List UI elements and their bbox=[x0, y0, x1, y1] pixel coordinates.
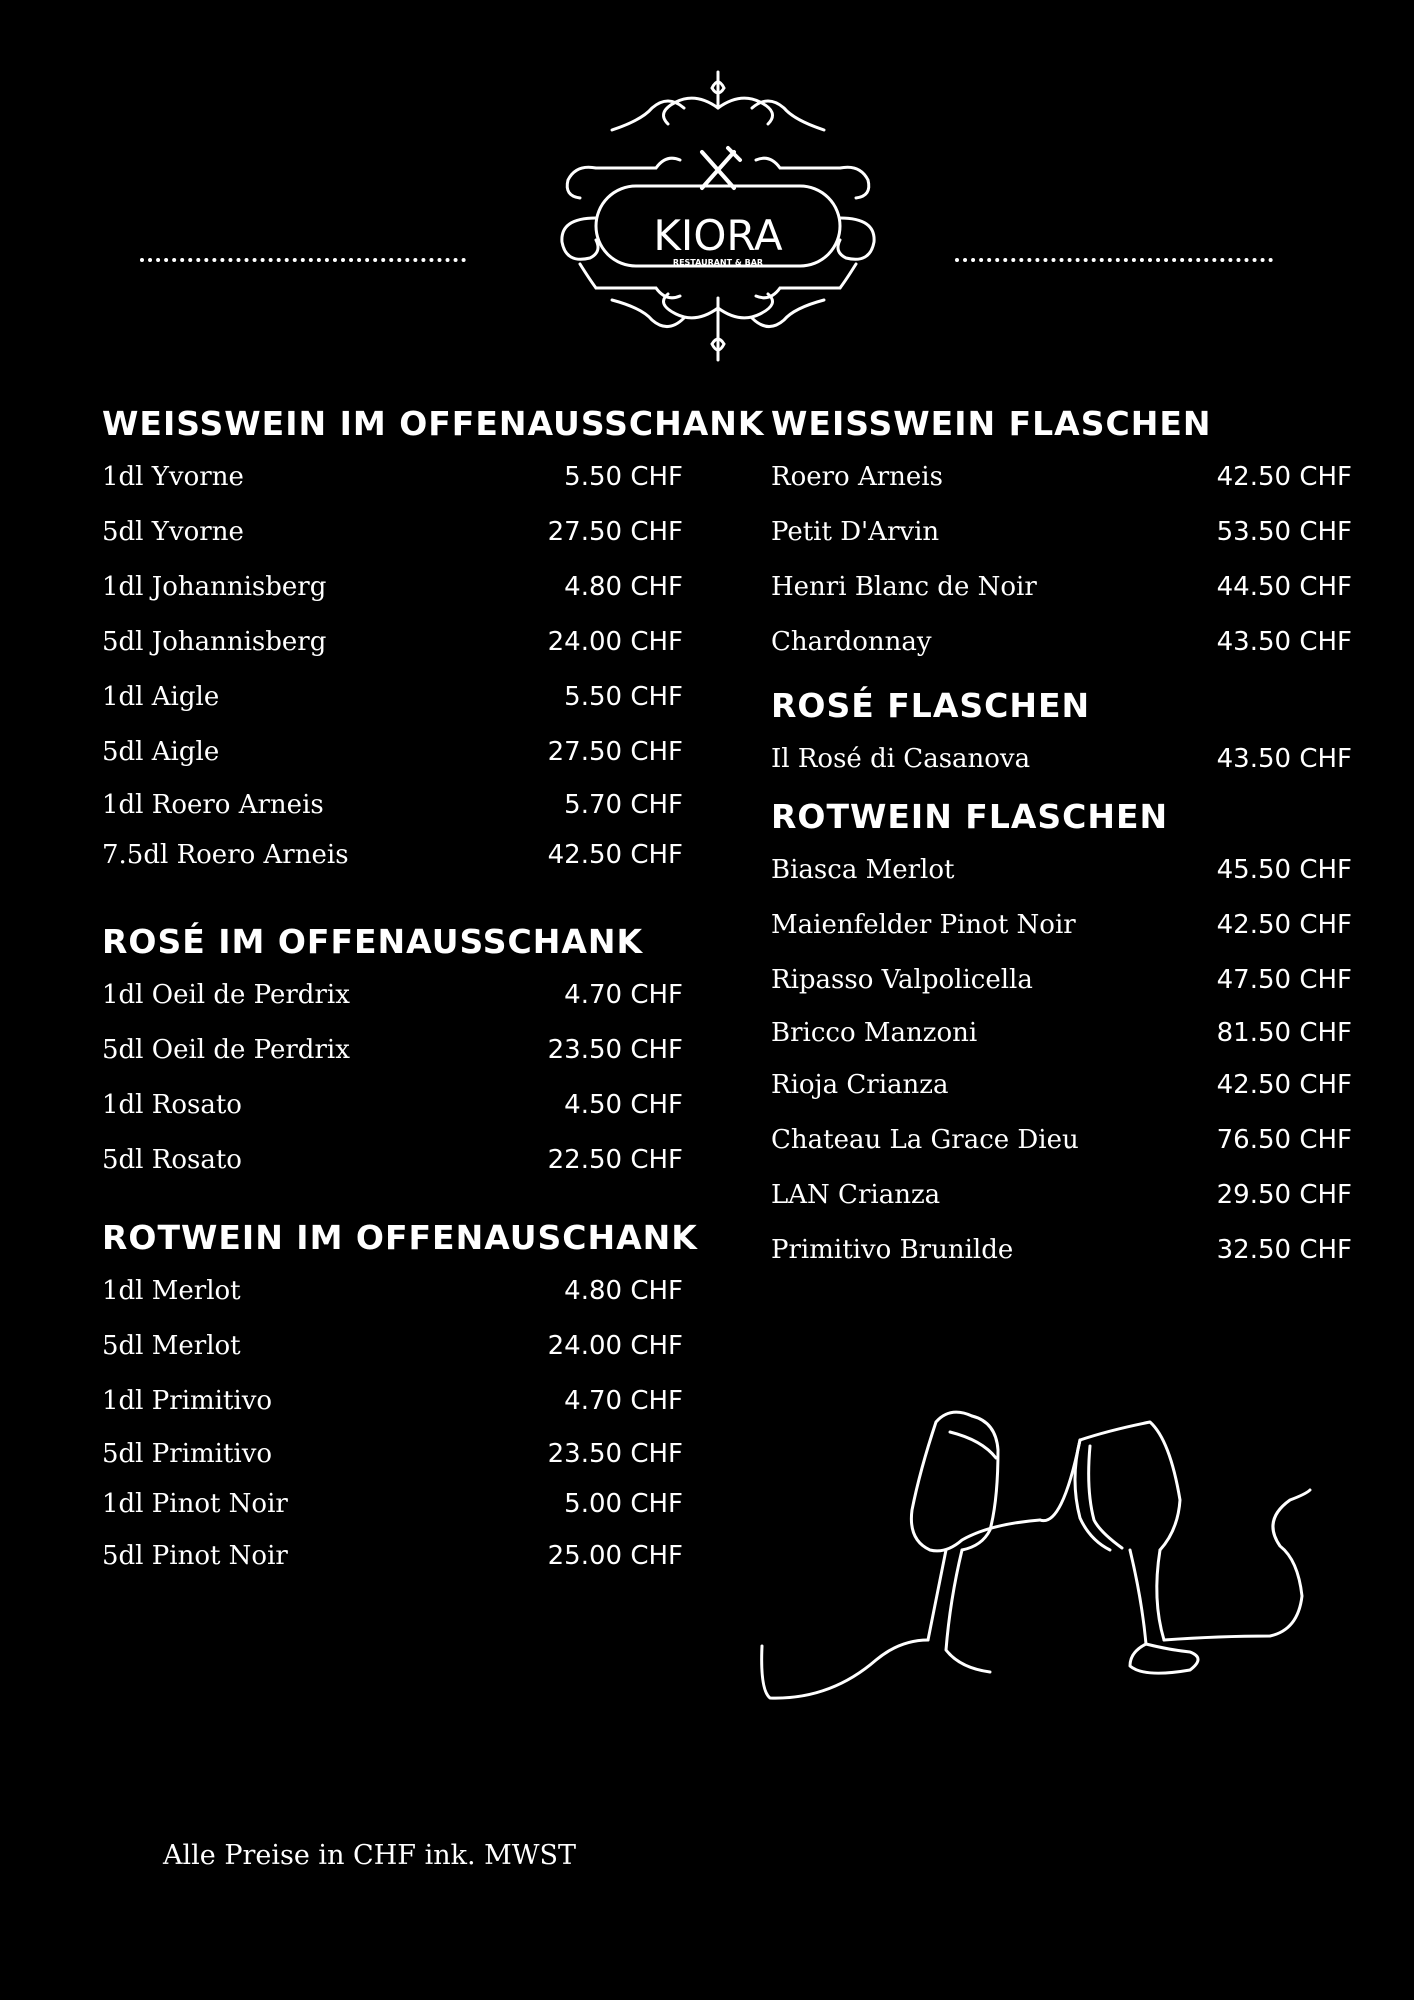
item-price: 44.50 CHF bbox=[1216, 572, 1352, 602]
menu-item bbox=[102, 615, 683, 670]
item-price: 4.80 CHF bbox=[564, 1276, 683, 1306]
menu-item bbox=[771, 732, 1352, 787]
divider-dotted-left bbox=[140, 258, 466, 262]
item-name: 1dl Rosato bbox=[102, 1090, 242, 1120]
item-name: 1dl Oeil de Perdrix bbox=[102, 980, 350, 1010]
menu-item bbox=[102, 1133, 683, 1188]
item-name: LAN Crianza bbox=[771, 1180, 941, 1210]
item-name: 1dl Aigle bbox=[102, 682, 220, 712]
item-name: 1dl Yvorne bbox=[102, 462, 244, 492]
item-name: Chateau La Grace Dieu bbox=[771, 1125, 1079, 1155]
fork-knife-icon bbox=[702, 148, 740, 188]
item-name: 5dl Johannisberg bbox=[102, 627, 327, 657]
item-price: 5.50 CHF bbox=[564, 682, 683, 712]
wine-glasses-toast-icon bbox=[750, 1400, 1330, 1720]
item-name: 5dl Pinot Noir bbox=[102, 1541, 288, 1571]
menu-item bbox=[102, 1479, 683, 1529]
section-title: ROTWEIN IM OFFENAUSCHANK bbox=[102, 1218, 698, 1257]
item-price: 5.50 CHF bbox=[564, 462, 683, 492]
menu-item bbox=[102, 1023, 683, 1078]
menu-item bbox=[102, 1429, 683, 1479]
item-name: 5dl Aigle bbox=[102, 737, 220, 767]
item-price: 24.00 CHF bbox=[547, 1331, 683, 1361]
logo-name: KIORA bbox=[653, 211, 783, 260]
menu-item bbox=[102, 505, 683, 560]
section-rose-open bbox=[102, 916, 683, 1188]
menu-item bbox=[771, 560, 1352, 615]
menu-item bbox=[102, 1374, 683, 1429]
item-name: 1dl Roero Arneis bbox=[102, 790, 324, 820]
item-name: 5dl Merlot bbox=[102, 1331, 241, 1361]
item-name: Bricco Manzoni bbox=[771, 1018, 978, 1048]
logo bbox=[556, 68, 880, 368]
item-name: Chardonnay bbox=[771, 627, 932, 657]
section-title: WEISSWEIN FLASCHEN bbox=[771, 404, 1212, 443]
item-price: 42.50 CHF bbox=[1216, 1070, 1352, 1100]
item-name: 7.5dl Roero Arneis bbox=[102, 840, 349, 870]
section-title: WEISSWEIN IM OFFENAUSSCHANK bbox=[102, 404, 765, 443]
item-name: 5dl Primitivo bbox=[102, 1439, 273, 1469]
item-price: 4.70 CHF bbox=[564, 980, 683, 1010]
menu-item bbox=[102, 780, 683, 830]
item-price: 29.50 CHF bbox=[1216, 1180, 1352, 1210]
item-name: Rioja Crianza bbox=[771, 1070, 949, 1100]
menu-item bbox=[102, 560, 683, 615]
item-price: 23.50 CHF bbox=[547, 1439, 683, 1469]
item-price: 5.70 CHF bbox=[564, 790, 683, 820]
item-price: 42.50 CHF bbox=[547, 840, 683, 870]
item-price: 4.80 CHF bbox=[564, 572, 683, 602]
menu-item bbox=[102, 1078, 683, 1133]
menu-item bbox=[771, 843, 1352, 898]
item-name: 1dl Pinot Noir bbox=[102, 1489, 288, 1519]
item-price: 43.50 CHF bbox=[1216, 744, 1352, 774]
item-price: 25.00 CHF bbox=[547, 1541, 683, 1571]
item-price: 47.50 CHF bbox=[1216, 965, 1352, 995]
right-column bbox=[771, 398, 1352, 1278]
divider-dotted-right bbox=[955, 258, 1273, 262]
section-red-open bbox=[102, 1212, 698, 1584]
menu-item bbox=[102, 670, 683, 725]
item-name: Primitivo Brunilde bbox=[771, 1235, 1014, 1265]
menu-item bbox=[771, 1168, 1352, 1223]
item-name: 1dl Primitivo bbox=[102, 1386, 273, 1416]
item-price: 23.50 CHF bbox=[547, 1035, 683, 1065]
menu-item bbox=[771, 1113, 1352, 1168]
item-name: Roero Arneis bbox=[771, 462, 943, 492]
item-price: 4.70 CHF bbox=[564, 1386, 683, 1416]
item-price: 32.50 CHF bbox=[1216, 1235, 1352, 1265]
section-title: ROSÉ FLASCHEN bbox=[771, 686, 1091, 725]
item-name: Ripasso Valpolicella bbox=[771, 965, 1033, 995]
menu-item bbox=[771, 1008, 1352, 1058]
menu-item bbox=[102, 968, 683, 1023]
menu-item bbox=[102, 725, 683, 780]
item-price: 81.50 CHF bbox=[1216, 1018, 1352, 1048]
item-name: Il Rosé di Casanova bbox=[771, 744, 1031, 774]
section-title: ROSÉ IM OFFENAUSSCHANK bbox=[102, 922, 644, 961]
item-name: 5dl Oeil de Perdrix bbox=[102, 1035, 350, 1065]
menu-item bbox=[771, 898, 1352, 953]
item-price: 42.50 CHF bbox=[1216, 462, 1352, 492]
menu-item bbox=[102, 1264, 683, 1319]
item-price: 43.50 CHF bbox=[1216, 627, 1352, 657]
logo-tagline: RESTAURANT & BAR bbox=[672, 258, 764, 267]
section-rose-bottles bbox=[771, 680, 1352, 787]
menu-item bbox=[771, 1058, 1352, 1113]
item-name: Henri Blanc de Noir bbox=[771, 572, 1037, 602]
menu-item bbox=[102, 450, 683, 505]
menu-item bbox=[771, 1223, 1352, 1278]
menu-item bbox=[771, 615, 1352, 670]
item-name: 5dl Yvorne bbox=[102, 517, 244, 547]
price-note: Alle Preise in CHF ink. MWST bbox=[163, 1840, 577, 1871]
item-price: 27.50 CHF bbox=[547, 517, 683, 547]
section-white-open bbox=[102, 398, 765, 880]
menu-item bbox=[102, 1529, 683, 1584]
item-price: 42.50 CHF bbox=[1216, 910, 1352, 940]
item-price: 24.00 CHF bbox=[547, 627, 683, 657]
item-name: Petit D'Arvin bbox=[771, 517, 940, 547]
item-name: 1dl Merlot bbox=[102, 1276, 241, 1306]
item-price: 76.50 CHF bbox=[1216, 1125, 1352, 1155]
menu-item bbox=[771, 953, 1352, 1008]
item-name: 1dl Johannisberg bbox=[102, 572, 327, 602]
section-red-bottles bbox=[771, 791, 1352, 1278]
menu-item bbox=[771, 450, 1352, 505]
section-white-bottles bbox=[771, 398, 1352, 670]
item-price: 27.50 CHF bbox=[547, 737, 683, 767]
menu-item bbox=[771, 505, 1352, 560]
item-name: Maienfelder Pinot Noir bbox=[771, 910, 1076, 940]
section-title: ROTWEIN FLASCHEN bbox=[771, 797, 1169, 836]
item-name: Biasca Merlot bbox=[771, 855, 955, 885]
item-price: 45.50 CHF bbox=[1216, 855, 1352, 885]
menu-item bbox=[102, 1319, 683, 1374]
left-column bbox=[102, 398, 765, 1584]
item-price: 22.50 CHF bbox=[547, 1145, 683, 1175]
menu-item bbox=[102, 830, 683, 880]
item-price: 53.50 CHF bbox=[1216, 517, 1352, 547]
item-price: 5.00 CHF bbox=[564, 1489, 683, 1519]
item-price: 4.50 CHF bbox=[564, 1090, 683, 1120]
item-name: 5dl Rosato bbox=[102, 1145, 242, 1175]
